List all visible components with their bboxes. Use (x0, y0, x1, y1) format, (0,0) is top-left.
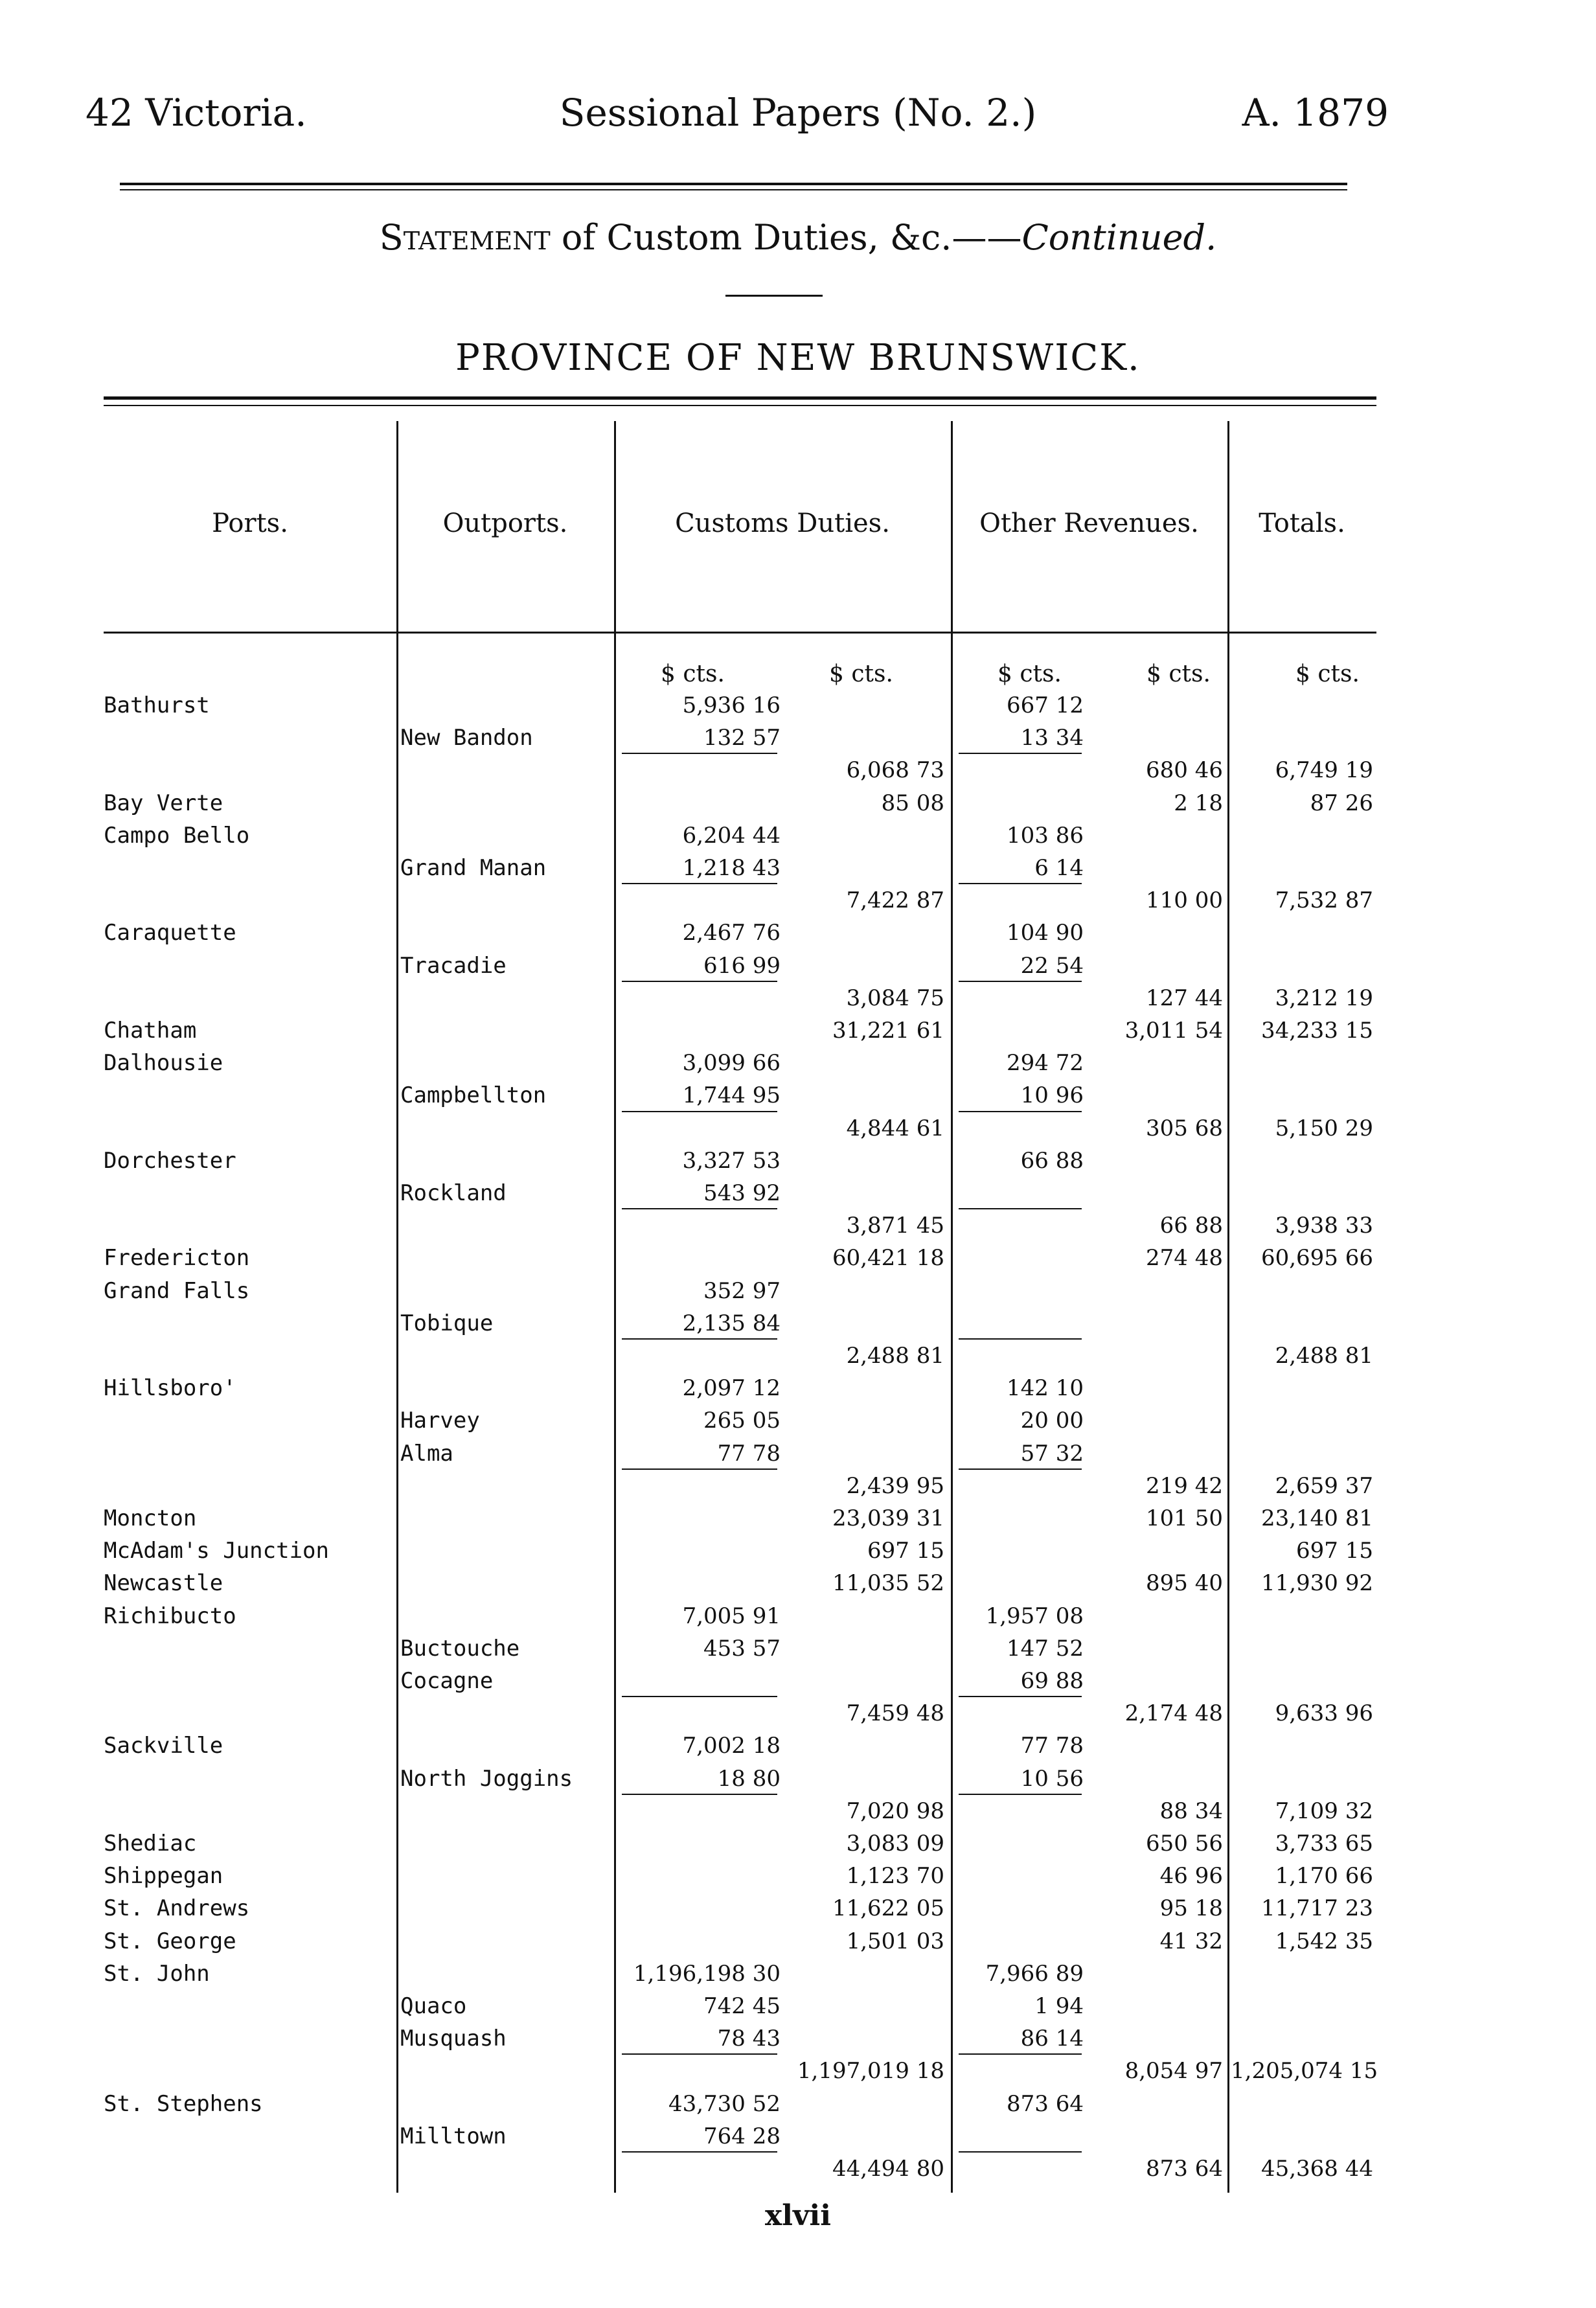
cell-c2: 7,459 48 (846, 1700, 944, 1727)
statement-title (0, 217, 1596, 258)
cell-t: 60,695 66 (1260, 1245, 1373, 1272)
cell-t: 2,488 81 (1275, 1343, 1373, 1369)
cell-c1: 2,097 12 (682, 1375, 781, 1402)
cell-c1: 1,218 43 (682, 855, 781, 881)
cell-outport: Quaco (400, 1993, 467, 2019)
cell-outport: Harvey (400, 1408, 480, 1434)
cell-o1: 7,966 89 (985, 1960, 1084, 1987)
table-head-rule (104, 632, 1376, 634)
cell-t: 1,205,074 15 (1231, 2058, 1378, 2085)
cell-c2: 44,494 80 (832, 2156, 944, 2182)
cell-o1: 10 56 (1020, 1765, 1084, 1792)
cell-t: 45,368 44 (1260, 2156, 1373, 2182)
cell-c2: 1,197,019 18 (797, 2058, 944, 2085)
cell-c2: 85 08 (881, 790, 944, 816)
cell-t: 11,930 92 (1260, 1570, 1373, 1597)
cell-o2: 95 18 (1159, 1895, 1223, 1922)
cell-c1: 352 97 (703, 1277, 781, 1304)
subtotal-rule (959, 1208, 1082, 1209)
cell-o2: 680 46 (1146, 757, 1223, 784)
unit-dollar: $ (829, 661, 844, 687)
subtotal-rule (959, 1338, 1082, 1340)
subtotal-rule (622, 1794, 777, 1795)
cell-c2: 2,439 95 (846, 1472, 944, 1499)
column-divider-customs (614, 421, 616, 2193)
subtotal-rule (959, 883, 1082, 884)
cell-t: 11,717 23 (1260, 1895, 1373, 1922)
cell-outport: Buctouche (400, 1635, 520, 1662)
cell-outport: Grand Manan (400, 855, 547, 881)
cell-port: Dorchester (104, 1147, 236, 1174)
cell-t: 3,938 33 (1275, 1213, 1373, 1239)
unit-cents: cts. (851, 661, 893, 687)
title-short-rule (725, 295, 823, 297)
cell-c1: 2,135 84 (682, 1310, 781, 1336)
cell-t: 7,109 32 (1275, 1798, 1373, 1824)
cell-t: 7,532 87 (1275, 887, 1373, 914)
cell-c2: 60,421 18 (832, 1245, 944, 1272)
cell-outport: Tracadie (400, 952, 507, 979)
cell-c1: 18 80 (717, 1765, 781, 1792)
subtotal-rule (622, 2053, 777, 2055)
subtotal-rule (959, 2151, 1082, 2153)
column-header-other: Other Revenues. (979, 508, 1199, 538)
cell-o2: 66 88 (1159, 1213, 1223, 1239)
cell-t: 697 15 (1296, 1538, 1373, 1564)
subtotal-rule (959, 2053, 1082, 2055)
cell-t: 5,150 29 (1275, 1115, 1373, 1141)
subtotal-rule (622, 883, 777, 884)
cell-port: Grand Falls (104, 1277, 250, 1304)
cell-o1: 77 78 (1020, 1733, 1084, 1759)
subtotal-rule (622, 753, 777, 754)
cell-o1: 57 32 (1020, 1440, 1084, 1467)
cell-c2: 23,039 31 (832, 1505, 944, 1531)
cell-c1: 742 45 (703, 1993, 781, 2019)
unit-dollar: $ (1295, 661, 1310, 687)
column-divider-totals (1227, 421, 1229, 2193)
cell-o1: 6 14 (1034, 855, 1084, 881)
cell-o1: 86 14 (1020, 2026, 1084, 2052)
cell-port: Hillsboro' (104, 1375, 236, 1402)
cell-c1: 132 57 (703, 725, 781, 751)
subtotal-rule (959, 1794, 1082, 1795)
cell-c1: 1,744 95 (682, 1082, 781, 1109)
cell-c2: 31,221 61 (832, 1018, 944, 1044)
cell-port: Bathurst (104, 692, 210, 718)
cell-port: Shediac (104, 1831, 197, 1857)
subtotal-rule (959, 1696, 1082, 1697)
cell-c2: 3,084 75 (846, 985, 944, 1011)
cell-port: Richibucto (104, 1603, 236, 1629)
cell-o2: 2,174 48 (1124, 1700, 1223, 1727)
cell-c1: 616 99 (703, 952, 781, 979)
cell-c2: 3,871 45 (846, 1213, 944, 1239)
cell-c1: 6,204 44 (682, 822, 781, 849)
cell-c2: 4,844 61 (846, 1115, 944, 1141)
cell-c2: 3,083 09 (846, 1831, 944, 1857)
subtotal-rule (959, 981, 1082, 982)
unit-cents: cts. (683, 661, 725, 687)
cell-outport: Cocagne (400, 1668, 494, 1694)
cell-c2: 697 15 (867, 1538, 944, 1564)
cell-t: 87 26 (1310, 790, 1373, 816)
cell-c1: 764 28 (703, 2123, 781, 2149)
cell-o1: 1,957 08 (985, 1603, 1084, 1629)
cell-t: 3,733 65 (1275, 1831, 1373, 1857)
cell-c1: 77 78 (717, 1440, 781, 1467)
subtotal-rule (622, 981, 777, 982)
unit-dollar: $ (998, 661, 1012, 687)
cell-o2: 895 40 (1146, 1570, 1223, 1597)
cell-o1: 69 88 (1020, 1668, 1084, 1694)
cell-outport: Tobique (400, 1310, 494, 1336)
cell-o2: 46 96 (1159, 1863, 1223, 1890)
cell-o2: 8,054 97 (1124, 2058, 1223, 2085)
cell-o1: 13 34 (1020, 725, 1084, 751)
cell-outport: New Bandon (400, 725, 533, 751)
cell-port: McAdam's Junction (104, 1538, 329, 1564)
cell-o2: 650 56 (1146, 1831, 1223, 1857)
cell-o1: 66 88 (1020, 1147, 1084, 1174)
cell-port: Sackville (104, 1733, 223, 1759)
cell-port: Caraquette (104, 920, 236, 946)
cell-c2: 1,123 70 (846, 1863, 944, 1890)
table-rule-top-thin (104, 405, 1376, 406)
cell-c1: 2,467 76 (682, 920, 781, 946)
cell-o2: 110 00 (1146, 887, 1223, 914)
column-header-outports: Outports. (442, 508, 568, 538)
units-label (1146, 661, 1211, 687)
cell-c1: 1,196,198 30 (633, 1960, 781, 1987)
cell-o2: 305 68 (1146, 1115, 1223, 1141)
page-number: xlvii (765, 2199, 831, 2232)
cell-c1: 453 57 (703, 1635, 781, 1662)
cell-o1: 873 64 (1007, 2090, 1084, 2117)
cell-port: Moncton (104, 1505, 197, 1531)
cell-t: 1,542 35 (1275, 1928, 1373, 1954)
unit-cents: cts. (1020, 661, 1062, 687)
cell-outport: Milltown (400, 2123, 507, 2149)
subtotal-rule (622, 1696, 777, 1697)
cell-o1: 1 94 (1034, 1993, 1084, 2019)
column-header-ports: Ports. (212, 508, 288, 538)
province-title: PROVINCE OF NEW BRUNSWICK. (455, 337, 1141, 379)
cell-port: Bay Verte (104, 790, 223, 816)
cell-o1: 104 90 (1007, 920, 1084, 946)
unit-cents: cts. (1168, 661, 1211, 687)
statement-lead: Statement (379, 217, 551, 258)
unit-cents: cts. (1317, 661, 1360, 687)
subtotal-rule (622, 1208, 777, 1209)
subtotal-rule (622, 1468, 777, 1470)
cell-o1: 142 10 (1007, 1375, 1084, 1402)
units-label (1295, 661, 1360, 687)
table-rule-top (104, 396, 1376, 400)
subtotal-rule (622, 1111, 777, 1112)
cell-c1: 3,099 66 (682, 1050, 781, 1077)
units-label (829, 661, 893, 687)
cell-c2: 7,422 87 (846, 887, 944, 914)
column-header-totals: Totals. (1259, 508, 1345, 538)
cell-o2: 41 32 (1159, 1928, 1223, 1954)
cell-port: Fredericton (104, 1245, 250, 1272)
cell-c2: 11,622 05 (832, 1895, 944, 1922)
subtotal-rule (622, 2151, 777, 2153)
unit-dollar: $ (1146, 661, 1161, 687)
cell-port: St. Stephens (104, 2090, 263, 2117)
cell-t: 9,633 96 (1275, 1700, 1373, 1727)
cell-port: St. Andrews (104, 1895, 250, 1922)
cell-c2: 7,020 98 (846, 1798, 944, 1824)
cell-port: Dalhousie (104, 1050, 223, 1077)
cell-o1: 147 52 (1007, 1635, 1084, 1662)
cell-port: St. John (104, 1960, 210, 1987)
cell-o1: 294 72 (1007, 1050, 1084, 1077)
cell-t: 34,233 15 (1260, 1018, 1373, 1044)
cell-o2: 219 42 (1146, 1472, 1223, 1499)
cell-port: Shippegan (104, 1863, 223, 1890)
cell-t: 6,749 19 (1275, 757, 1373, 784)
cell-c1: 543 92 (703, 1180, 781, 1206)
cell-o1: 22 54 (1020, 952, 1084, 979)
cell-o1: 667 12 (1007, 692, 1084, 718)
cell-port: Newcastle (104, 1570, 223, 1597)
units-label (998, 661, 1062, 687)
cell-o2: 2 18 (1174, 790, 1223, 816)
header-rule-top (120, 183, 1347, 185)
cell-port: Chatham (104, 1018, 197, 1044)
unit-dollar: $ (661, 661, 676, 687)
cell-outport: North Joggins (400, 1765, 573, 1792)
subtotal-rule (622, 1338, 777, 1340)
cell-o2: 127 44 (1146, 985, 1223, 1011)
subtotal-rule (959, 753, 1082, 754)
cell-o1: 103 86 (1007, 822, 1084, 849)
cell-o2: 3,011 54 (1124, 1018, 1223, 1044)
column-divider-other (951, 421, 953, 2193)
cell-c1: 5,936 16 (682, 692, 781, 718)
cell-c1: 3,327 53 (682, 1147, 781, 1174)
column-header-customs: Customs Duties. (675, 508, 890, 538)
cell-outport: Campbellton (400, 1082, 547, 1109)
cell-c2: 11,035 52 (832, 1570, 944, 1597)
cell-o2: 873 64 (1146, 2156, 1223, 2182)
cell-c1: 265 05 (703, 1408, 781, 1434)
cell-c1: 43,730 52 (668, 2090, 781, 2117)
header-year: A. 1879 (1242, 91, 1389, 135)
header-session: 42 Victoria. (86, 91, 307, 135)
cell-c2: 6,068 73 (846, 757, 944, 784)
units-label (661, 661, 725, 687)
cell-t: 2,659 37 (1275, 1472, 1373, 1499)
cell-c2: 1,501 03 (846, 1928, 944, 1954)
subtotal-rule (959, 1468, 1082, 1470)
cell-o2: 88 34 (1159, 1798, 1223, 1824)
cell-port: St. George (104, 1928, 236, 1954)
cell-c1: 7,005 91 (682, 1603, 781, 1629)
subtotal-rule (959, 1111, 1082, 1112)
cell-c1: 78 43 (717, 2026, 781, 2052)
header-rule-bottom (120, 189, 1347, 190)
cell-t: 3,212 19 (1275, 985, 1373, 1011)
cell-o2: 101 50 (1146, 1505, 1223, 1531)
cell-outport: Rockland (400, 1180, 507, 1206)
cell-t: 23,140 81 (1260, 1505, 1373, 1531)
statement-continued: Continued. (1021, 217, 1217, 258)
cell-port: Campo Bello (104, 822, 250, 849)
header-sessional-papers: Sessional Papers (No. 2.) (559, 91, 1037, 135)
cell-o2: 274 48 (1146, 1245, 1223, 1272)
cell-outport: Alma (400, 1440, 453, 1467)
cell-o1: 10 96 (1020, 1082, 1084, 1109)
cell-o1: 20 00 (1020, 1408, 1084, 1434)
cell-outport: Musquash (400, 2026, 507, 2052)
cell-c1: 7,002 18 (682, 1733, 781, 1759)
cell-t: 1,170 66 (1275, 1863, 1373, 1890)
statement-rest: of Custom Duties, &c.—— (550, 217, 1022, 258)
column-divider-outports (396, 421, 398, 2193)
cell-c2: 2,488 81 (846, 1343, 944, 1369)
